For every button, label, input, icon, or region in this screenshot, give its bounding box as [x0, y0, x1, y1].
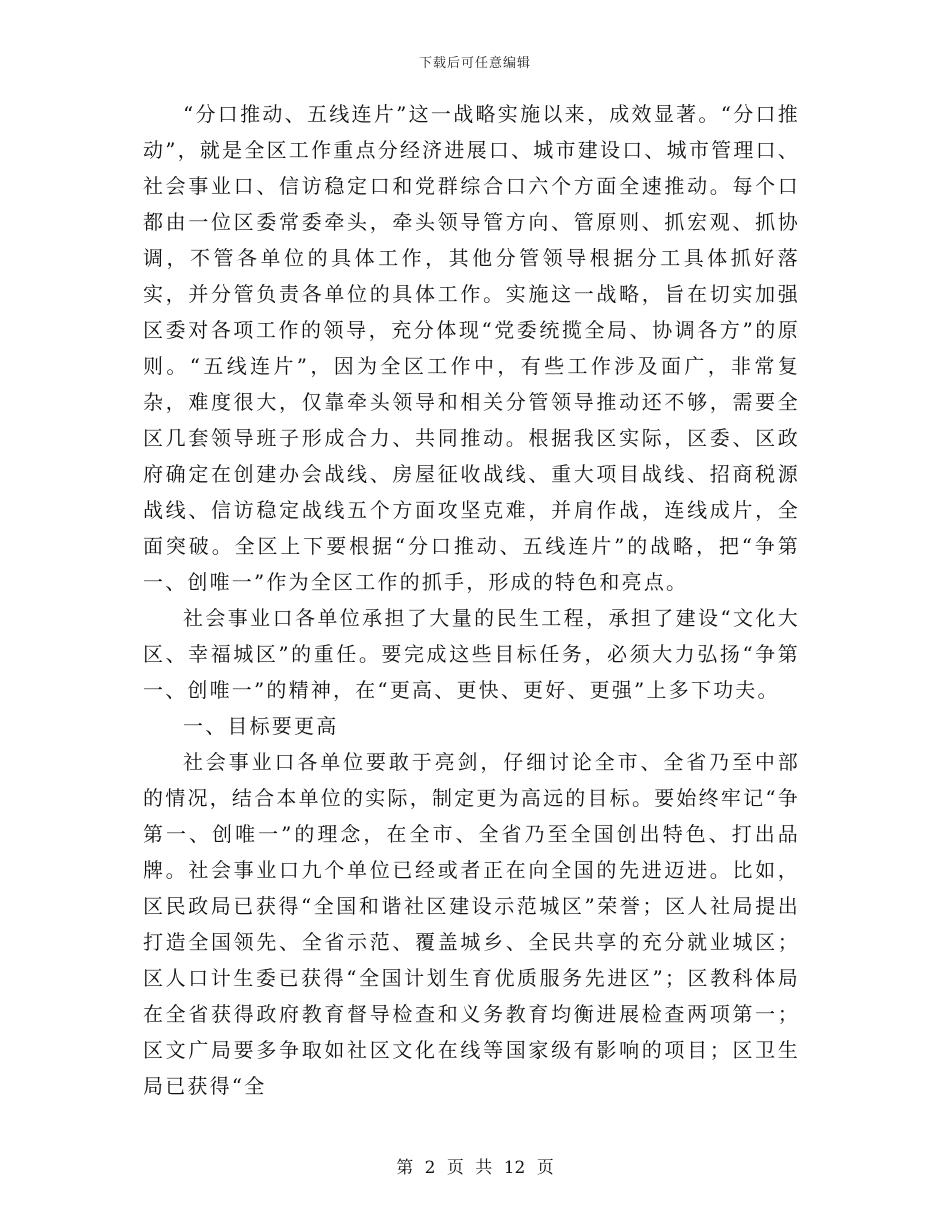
page-number-footer: 第 2 页 共 12 页: [396, 1158, 554, 1178]
paragraph-2: 社会事业口各单位承担了大量的民生工程，承担了建设“文化大区、幸福城区”的重任。要完成这些目标任务，必须大力弘扬“争第一、创唯一”的精神，在“更高、更快、更好、更强”上多下功夫。: [143, 606, 800, 702]
paragraph-1: “分口推动、五线连片”这一战略实施以来，成效显著。“分口推动”，就是全区工作重点分经济进展口、城市建设口、城市管理口、社会事业口、信访稳定口和党群综合口六个方面全速推动。每个口都由一位区委常委牵头，牵头领导管方向、管原则、抓宏观、抓协调，不管各单位的具体工作，其他分管领导根据分工具体抓好落实，并分管负责各单位的具体工作。实施这一战略，旨在切实加强区委对各项工作的领导，充分体现“党委统揽全局、协调各方”的原则。“五线连片”，因为全区工作中，有些工作涉及面广，非常复杂，难度很大，仅靠牵头领导和相关分管领导推动还不够，需要全区几套领导班子形成合力、共同推动。根据我区实际，区委、区政府确定在创建办会战线、房屋征收战线、重大项目战线、招商税源战线、信访稳定战线五个方面攻坚克难，并肩作战，连线成片，全面突破。全区上下要根据“分口推动、五线连片”的战略，把“争第一、创唯一”作为全区工作的抓手，形成的特色和亮点。: [143, 102, 800, 594]
section-heading-1: 一、目标要更高: [183, 714, 339, 738]
header-note: 下载后可任意编辑: [418, 56, 531, 71]
paragraph-3: 社会事业口各单位要敢于亮剑，仔细讨论全市、全省乃至中部的情况，结合本单位的实际，制定更为高远的目标。要始终牢记“争第一、创唯一”的理念，在全市、全省乃至全国创出特色、打出品牌。社会事业口九个单位已经或者正在向全国的先进迈进。比如，区民政局已获得“全国和谐社区建设示范城区”荣誉；区人社局提出打造全国领先、全省示范、覆盖城乡、全民共享的充分就业城区；区人口计生委已获得“全国计划生育优质服务先进区”；区教科体局在全省获得政府教育督导检查和义务教育均衡进展检查两项第一；区文广局要多争取如社区文化在线等国家级有影响的项目；区卫生局已获得“全: [143, 750, 800, 1098]
document-body: [143, 96, 800, 1104]
